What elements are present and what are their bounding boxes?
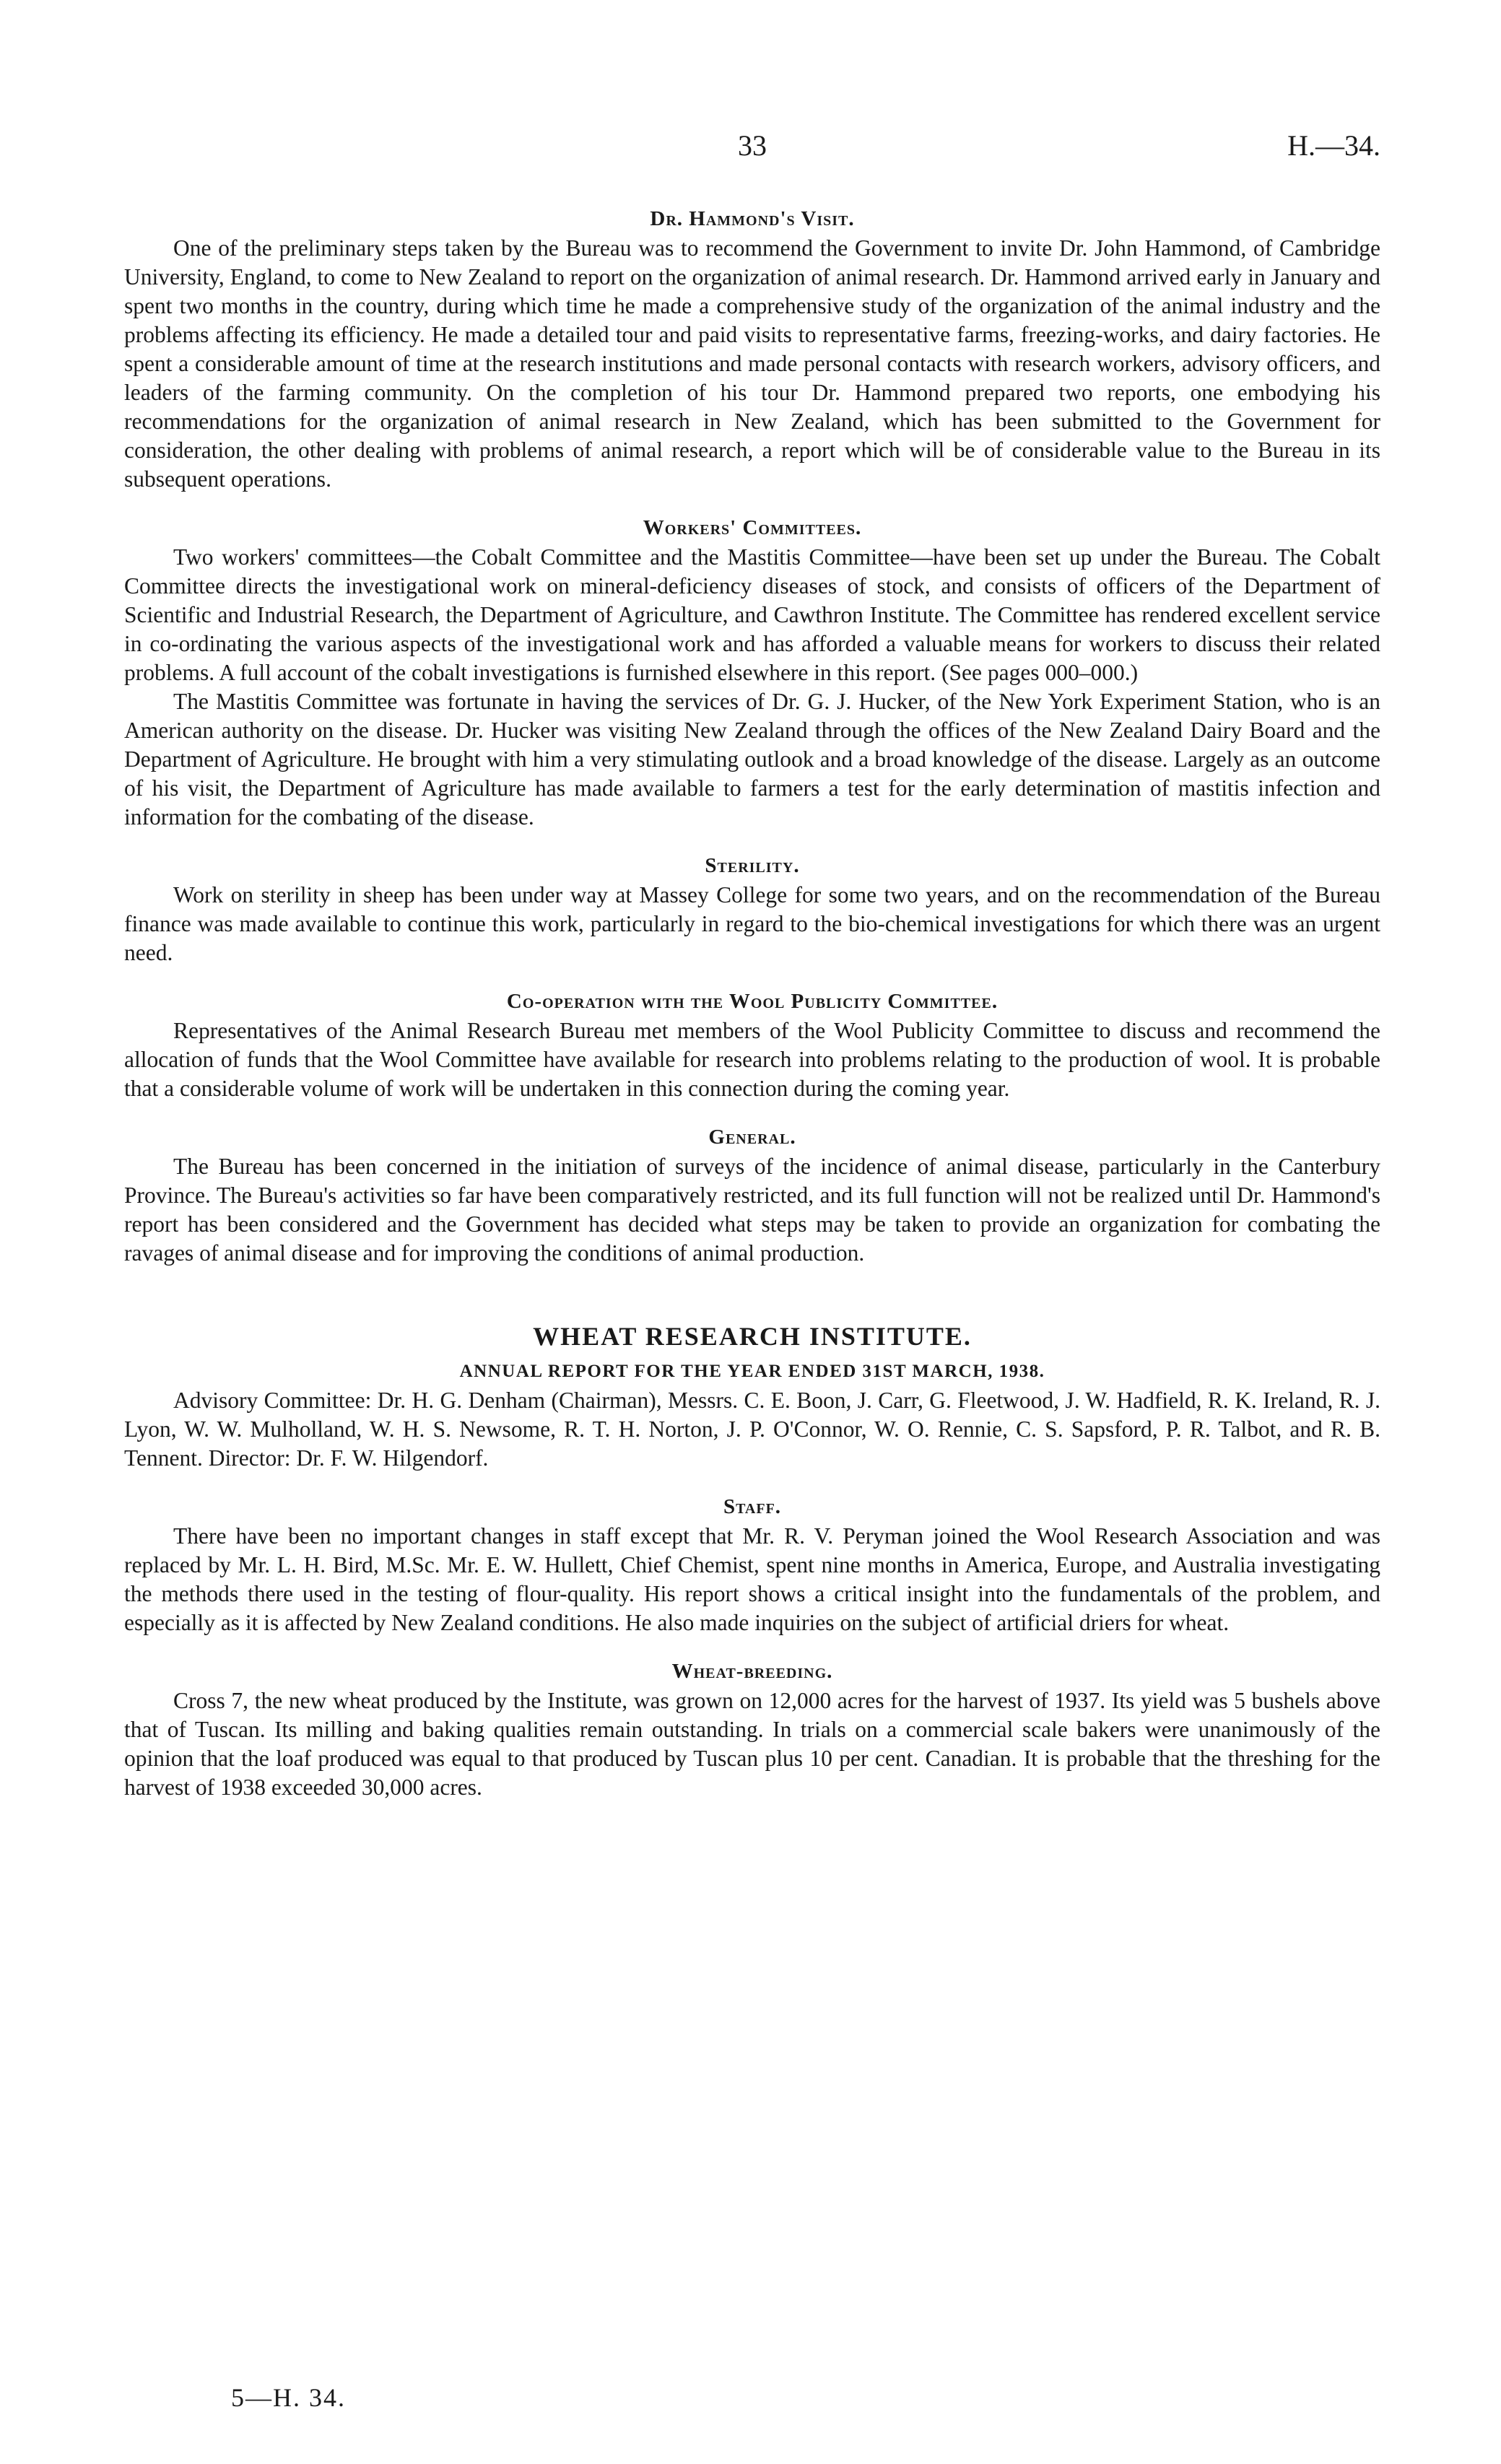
institute-title: WHEAT RESEARCH INSTITUTE.: [533, 1322, 972, 1351]
document-body: [124, 204, 1380, 1802]
paper-reference: H.—34.: [1287, 129, 1380, 162]
paragraph-cobalt-committee: Two workers' committees—the Cobalt Committee and the Mastitis Committee—have been set up under the Bureau. The Cobalt Committee directs the investigational work on mineral-deficiency diseases of stock, and consists of officers of the Department of Scientific and Industrial Research, the Department of Agriculture, and Cawthron Institute. The Committee has rendered excellent service in co-ordinating the various aspects of the investigational work and has afforded a valuable means for workers to discuss their related problems. A full account of the cobalt investigations is furnished elsewhere in this report. (See pages 000–000.): [124, 544, 1380, 685]
advisory-committee: Advisory Committee: Dr. H. G. Denham (Chairman), Messrs. C. E. Boon, J. Carr, G. Fleetwood, J. W. Hadfield, R. K. Ireland, R. J. Lyon, W. W. Mulholland, W. H. S. Newsome, R. T. H. Norton, J. P. O'Connor, W. O. Rennie, C. S. Sapsford, P. R. Talbot, and R. B. Tennent. Director: Dr. F. W. Hilgendorf.: [124, 1388, 1380, 1471]
paragraph-wheat-breeding: Cross 7, the new wheat produced by the Institute, was grown on 12,000 acres for the harvest of 1937. Its yield was 5 bushels above that of Tuscan. Its milling and baking qualities remain outstanding. In trials on a commercial scale bakers were unanimously of the opinion that the loaf produced was equal to that produced by Tuscan plus 10 per cent. Canadian. It is probable that the threshing for the harvest of 1938 exceeded 30,000 acres.: [124, 1688, 1380, 1800]
paragraph-wool-publicity: Representatives of the Animal Research Bureau met members of the Wool Publicity Committee to discuss and recommend the allocation of funds that the Wool Committee have available for research into problems relating to the production of wool. It is probable that a considerable volume of work will be undertaken in this connection during the coming year.: [124, 1018, 1380, 1101]
footer-signature: 5—H. 34.: [231, 2383, 346, 2412]
institute-subtitle: ANNUAL REPORT FOR THE YEAR ENDED 31ST MARCH, 1938.: [459, 1362, 1045, 1381]
section-heading-hammond: Dr. Hammond's Visit.: [650, 207, 855, 230]
page-header: [124, 129, 1380, 172]
paragraph-general: The Bureau has been concerned in the initiation of surveys of the incidence of animal disease, particularly in the Canterbury Province. The Bureau's activities so far have been comparatively restricted, and its full function will not be realized until Dr. Hammond's report has been considered and the Government has decided what steps may be taken to provide an organization for combating the ravages of animal disease and for improving the conditions of animal production.: [124, 1154, 1380, 1266]
section-heading-wool-publicity: Co-operation with the Wool Publicity Committee.: [506, 990, 999, 1013]
section-heading-wheat-breeding: Wheat-breeding.: [671, 1660, 833, 1683]
section-heading-sterility: Sterility.: [705, 854, 800, 877]
page-number: 33: [738, 129, 767, 162]
paragraph-sterility: Work on sterility in sheep has been under way at Massey College for some two years, and on the recommendation of the Bureau finance was made available to continue this work, particularly in regard to the bio-chemical investigations for which there was an urgent need.: [124, 882, 1380, 965]
section-heading-general: General.: [708, 1126, 796, 1149]
section-heading-workers-committees: Workers' Committees.: [643, 516, 862, 539]
paragraph-hammond: One of the preliminary steps taken by the Bureau was to recommend the Government to invite Dr. John Hammond, of Cambridge University, England, to come to New Zealand to report on the organization of animal research. Dr. Hammond arrived early in January and spent two months in the country, during which time he made a comprehensive study of the organization of the animal industry and the problems affecting its efficiency. He made a detailed tour and paid visits to representative farms, freezing-works, and dairy factories. He spent a considerable amount of time at the research institutions and made personal contacts with research workers, advisory officers, and leaders of the farming community. On the completion of his tour Dr. Hammond prepared two reports, one embodying his recommendations for the organization of animal research in New Zealand, which has been submitted to the Government for consideration, the other dealing with problems of animal research, a report which will be of considerable value to the Bureau in its subsequent operations.: [124, 235, 1380, 492]
paragraph-mastitis-committee: The Mastitis Committee was fortunate in having the services of Dr. G. J. Hucker, of the New York Experiment Station, who is an American authority on the disease. Dr. Hucker was visiting New Zealand through the offices of the New Zealand Dairy Board and the Department of Agriculture. He brought with him a very stimulating outlook and a broad knowledge of the disease. Largely as an outcome of his visit, the Department of Agriculture has made available to farmers a test for the early determination of mastitis infection and information for the combating of the disease.: [124, 689, 1380, 830]
section-heading-staff: Staff.: [723, 1495, 782, 1518]
paragraph-staff: There have been no important changes in staff except that Mr. R. V. Peryman joined the Wool Research Association and was replaced by Mr. L. H. Bird, M.Sc. Mr. E. W. Hullett, Chief Chemist, spent nine months in America, Europe, and Australia investigating the methods there used in the testing of flour-quality. His report shows a critical insight into the fundamentals of the problem, and especially as it is affected by New Zealand conditions. He also made inquiries on the subject of artificial driers for wheat.: [124, 1523, 1380, 1635]
